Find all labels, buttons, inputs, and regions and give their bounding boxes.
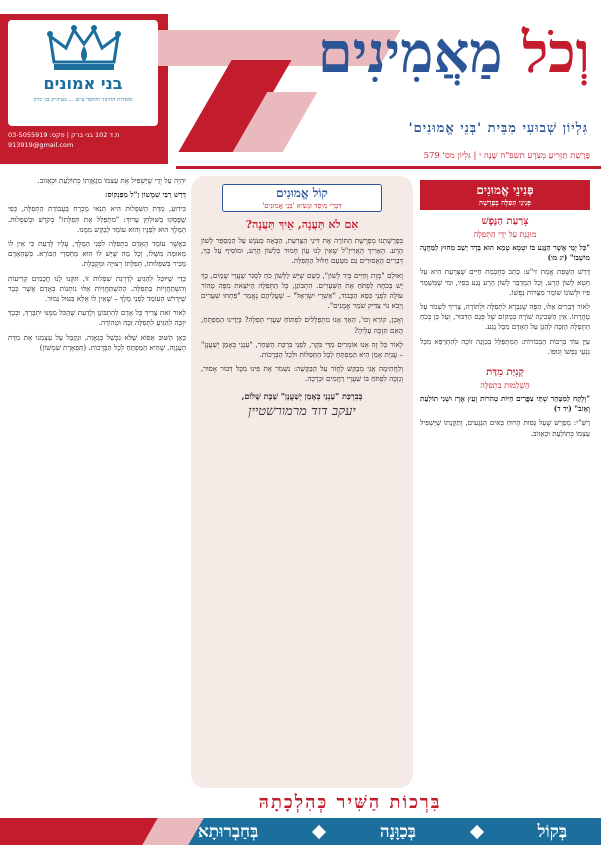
- article-paragraph: לְאוֹר כָּל זֶה אָנוּ אוֹמְרִים מִדֵּי בֹּקֶר, לִפְנֵי בִּרְכַּת הַשַּׁחַר, "עַנְנֵי בְּאָמֵן יְשַׁעֲנָן" – עֲנִיַּת אָמֵן הִיא הַמַּפְתֵּחַ לְכָל הַתְּפִלּוֹת וּלְכָל הַבְּרָכוֹת.: [201, 339, 403, 360]
- middle-column: [191, 176, 413, 788]
- contact-address: ת.ד 102 בני ברק | פקס: 03-5055919: [8, 131, 120, 139]
- left-paragraph: כְּדֵי שֶׁיּוּכַל לְהַגִּיעַ לְדַרְגַּת שִׁפְלוּת זוֹ, תִּקְּנוּ לָנוּ חֲכָמִים קְרִיעוֹת וְהִשְׁתַּחֲוָיוֹת בַּתְּפִלָּה. הַהִשְׁתַּחֲוָיוֹת אֵלּוּ נוֹתְנוֹת בְּאָדָם אֲשֶׁר כְּבָר שֶׁיִּדְרֹשׁ הָעוֹמֵד לִפְנֵי מֶלֶךְ – שֶׁאֵין לוֹ אֶלָּא בִּטּוּל גָּמוּר.: [8, 273, 186, 304]
- diamond-icon: [312, 824, 326, 838]
- section1-title: צָרַעַת הַנֶּפֶשׁ: [481, 216, 529, 227]
- section2-paragraph: רַשִּׁ"י: מְפָרֵשׁ שֶׁעַל גַּסּוּת הָרוּחַ בָּאִים הַנְּגָעִים, וְתַקָּנָתוֹ שֶׁיַּשְׁפִּיל עַצְמוֹ כְּתוֹלַעַת וּכְאֵזוֹב.: [420, 418, 590, 438]
- footer-items: [170, 818, 595, 845]
- footer-item-bekol: בְּקוֹל: [537, 821, 568, 842]
- contact-email[interactable]: 913919@gmail.com: [8, 141, 74, 149]
- section1-paragraph: עַיֵּן עוֹד בִּרְבוֹת הַבְּכוֹרוֹת: הַמִּתְפַּלֵּל בְּכַוָּנָה זוֹכֶה לְהִתְרַפֵּא מִכָּל נִגְעֵי נַפְשׁוֹ וְגוּפוֹ.: [420, 336, 590, 356]
- section2-subtitle: הַשְׁלֵמוּת בִּתְפִלָּה: [480, 381, 530, 391]
- section2: [420, 367, 590, 439]
- left-column: [8, 176, 186, 788]
- right-column-banner: [420, 180, 590, 210]
- author-signature: יעקב דוד מרמורשטיין: [248, 403, 356, 419]
- diamond-icon: [470, 824, 484, 838]
- section2-verse: "וְלָקַח לַמִּטַּהֵר שְׁתֵּי צִפֳּרִים חַיּוֹת טְהֹרוֹת וְעֵץ אֶרֶז וּשְׁנִי תוֹלַעַת וְאֵזֹב" (יד ד): [420, 394, 590, 414]
- article-closing: בְּבִרְכַּת "עַנְנֵי בְּאָמֵן יְשַׁעֲנָן" שַׁבָּת שָׁלוֹם,: [241, 390, 363, 401]
- logo-subtitle: מוסדות החינוך והחסד ע״ש ... בעיה״ק בני ברק: [33, 97, 133, 103]
- left-paragraph: כִּידוּעַ, מִדַּת הַשִּׁפְלוּת הִיא תְּנַאי מֻכְרָח בַּעֲבוֹדַת הַתְּפִלָּה, כְּפִי שֶׁפָּסְקוּ בַּשּׁוּלְחָן עָרוּךְ: "מִתְפַּלֵּל אֶת תְּפִלָּתוֹ" בְּקֹדֶשׁ וּבְשִׁפְלוּת. הַמֶּלֶךְ הוּא לְפָנָיו וְהוּא עוֹמֵד לְבַקֵּשׁ מִמֶּנּוּ.: [8, 204, 186, 234]
- middle-banner-subtitle: דִּבְרֵי מְיַסֵּד וּנְשִׂיא 'בְּנֵי אֱמוּנִים': [262, 202, 342, 210]
- logo: [8, 20, 158, 126]
- masthead: [0, 0, 601, 172]
- article-paragraph: וְלַחֲתִימָה אֲנִי מְבַקֵּשׁ לַחֲזֹר עַל הַבַּקָּשָׁה: נִשְׁמֹר אֶת פִּינוּ מִכָּל דִּבּוּר אָסוּר, וְנִזְכֶּה לִפְתֹּחַ בּוֹ שַׁעֲרֵי רַחֲמִים וּבְרָכָה.: [201, 364, 403, 384]
- title-word-vechol: וְכֹל: [522, 20, 590, 86]
- left-paragraph: כַּאֲשֶׁר עוֹמֵד הָאָדָם בִּתְפִלָּה לִפְנֵי הַמֶּלֶךְ, עָלָיו לָדַעַת כִּי אֵין לוֹ מְאוּמָה מִשֶּׁלּוֹ, וְכָל מַה שֶּׁיֵּשׁ לוֹ הוּא מֵחַסְדֵי הַבּוֹרֵא. כְּשֶׁהָאָדָם מַכִּיר בְּשִׁפְלוּתוֹ, תְּפִלָּתוֹ רְצוּיָה וּמְקֻבֶּלֶת.: [8, 239, 186, 269]
- right-banner-title: פְּנִינֵי אֱמוּנִים: [476, 183, 534, 197]
- section1-paragraph: דָּרַשׁ הַשְּׁפַת אֱמֶת זי"ע: כָּתַב בְּחָכְמַת חַיִּים שֶׁצָּרַעַת הִיא עַל חֵטְא לָשׁוֹן הָרָע, וְכָל הַמְדַבֵּר לָשׁוֹן הָרָע נֶגַע בְּפִיו, וּמִי שֶׁמְּשַׁמֵּר פִּיו וּלְשׁוֹנוֹ שׁוֹמֵר מִצָּרוֹת נַפְשׁוֹ.: [420, 267, 590, 297]
- left-paragraph: לְאוֹר זֹאת צָרִיךְ כָּל אָדָם לְהִתְבּוֹנֵן וְלָדַעַת שֶׁהַכֹּל מִמֶּנּוּ יִתְבָּרַךְ, וּבְכָךְ יִזְכֶּה לְהַגִּיעַ לִתְפִלָּה זַכָּה וּטְהוֹרָה.: [8, 308, 186, 328]
- right-banner-subtitle: פְּנִינֵי תְּפִלָּה בְּפָרָשָׁה: [479, 198, 531, 207]
- newsletter-subtitle: גִּלְיוֹן שְׁבוּעִי מִבֵּית 'בְּנֵי אֱמוּנִים': [408, 121, 588, 136]
- right-column: [420, 180, 590, 788]
- left-paragraph: כָּאֵן הַשּׁוּב אֵפוֹא שֶׁלֹּא נִכָּשֵׁל בְּגַאֲוָה, וּנְקַבֵּל עַל עַצְמֵנוּ אֶת מִדַּת הָעֲנָוָה, שֶׁהִיא הַמַּפְתֵּחַ לְכָל הַבְּרָכוֹת. (תִּפְאֶרֶת שִׁמְשׁוֹן): [8, 332, 186, 352]
- left-paragraph: יִהְיֶה עַל יְדֵי שֶׁיַּשְׁפִּיל אֶת עַצְמוֹ מִגַּאֲוָתוֹ כְּתוֹלַעַת וּכְאֵזוֹב.: [37, 176, 186, 185]
- section1-verse: "כָּל יְמֵי אֲשֶׁר הַנֶּגַע בּוֹ יִטְמָא טָמֵא הוּא בָּדָד יֵשֵׁב מִחוּץ לַמַּחֲנֶה מוֹשָׁבוֹ" (יג מו): [420, 243, 590, 263]
- middle-column-banner: [222, 184, 382, 212]
- contact-info: [8, 130, 166, 150]
- footer-item-bekavana: בְּכַוָּנָה: [379, 821, 416, 842]
- article-paragraph: וְאָכֵן, קוֹרֵא וְכוּ', הֵאַךְ אָנוּ מִתְפַּלְּלִים לִפְתּוֹחַ שַׁעֲרֵי תְּפִלָּה? בְּיָדֵינוּ הַמַּפְתֵּחַ, הֲאִם תִּזְכֶּה עָלֶיהָ?: [201, 315, 403, 335]
- section1-paragraph: לְאוֹר דְּבָרִים אֵלּוּ, הַפֶּה שֶׁנִּבְרָא לִתְפִלָּה וּלְתוֹרָה, צָרִיךְ לִשְׁמֹר עַל טָהֳרָתוֹ. אֵין הַשְּׁכִינָה שׁוֹרָה בְּמָקוֹם שֶׁל פְּגַם הַדִּבּוּר, וְעַל כֵּן בְּכֹחַ הַתְּפִלָּה הַזַּכָּה לְהָגֵן עַל הָאָדָם מִכָּל נֶגַע.: [420, 302, 590, 332]
- header-divider: [176, 166, 601, 169]
- section1-subtitle: מוּגֶנֶת עַל יְדֵי הַתְּפִלָּה: [473, 230, 537, 239]
- article-paragraph: וְאוּלָם "מָוֶת וְחַיִּים בְּיַד לָשׁוֹן", כְּשֵׁם שֶׁיֵּשׁ לַלָּשׁוֹן כֹּחַ לִסְגֹּר שַׁעֲרֵי שָׁמַיִם, כָּךְ יֵשׁ בְּכֹחָהּ לִפְתֹּחַ אֶת הַשְּׁעָרִים. הִתְבּוֹנֵן, כָּל הַתְּפִלָּה הַיּוֹצֵאת מִפֶּה טָהוֹר עוֹלָה לִפְנֵי כִּסֵּא הַכָּבוֹד, "אַשְׁרֵי יִשְׂרָאֵל" – שֶׁעֲלֵיהֶם נֶאֱמַר "פִּתְחוּ שְׁעָרִים וְיָבֹא גוֹי צַדִּיק שֹׁמֵר אֱמֻנִים".: [201, 270, 403, 311]
- middle-banner-title: קוֹל אֱמוּנִים: [276, 186, 328, 200]
- footer-tagline: בִּרְכוֹת הַשִּׁיר כְּהִלְכָתָהּ: [258, 792, 442, 813]
- crown-icon: [46, 22, 122, 74]
- article-paragraph: בְּפָרָשָׁתֵנוּ מְפָרֶשֶׁת הַתּוֹרָה אֶת דִּינֵי הַצָּרַעַת, הַבָּאָה כַּעֹנֶשׁ עַל הַמְסַפֵּר לָשׁוֹן הָרָע. הָאָרִיךְ הָאֲרִיזַ"ל שֶׁאֵין לָנוּ עֲוֹן חָמוּר כְּלָשׁוֹן הָרָע, וּמוֹסִיף עַל כָּךְ, דְּבָרִים הָאֲסוּרִים גַּם מִטַּעַם חַלּוּל הַתְּפִלָּה.: [201, 236, 403, 266]
- article-heading: אִם לֹא תַּעֲנֶה, אֵיךְ תַּעֲנֶה?: [245, 218, 359, 231]
- left-heading: דָּרַשׁ רַבִּי שִׁמְשׁוֹן זַ"ל מִפִּנְקוֹס:: [104, 190, 186, 200]
- footer-item-bechavruta: בְּחַבְרוּתָא: [197, 821, 259, 842]
- section2-title: קְנִיַּת מִדַּת: [486, 367, 524, 379]
- title-word-maaminim: מַאֲמִינִים: [317, 20, 503, 86]
- footer: [0, 792, 601, 853]
- logo-name: בני אמונים: [43, 74, 123, 93]
- issue-info: פָּרָשַׁת תַּזְרִיעַ מְצֹרָע תשפ"ה שָׁנָה י | גִּלְיוֹן מס' 579: [423, 151, 590, 161]
- newsletter-title: [255, 18, 590, 88]
